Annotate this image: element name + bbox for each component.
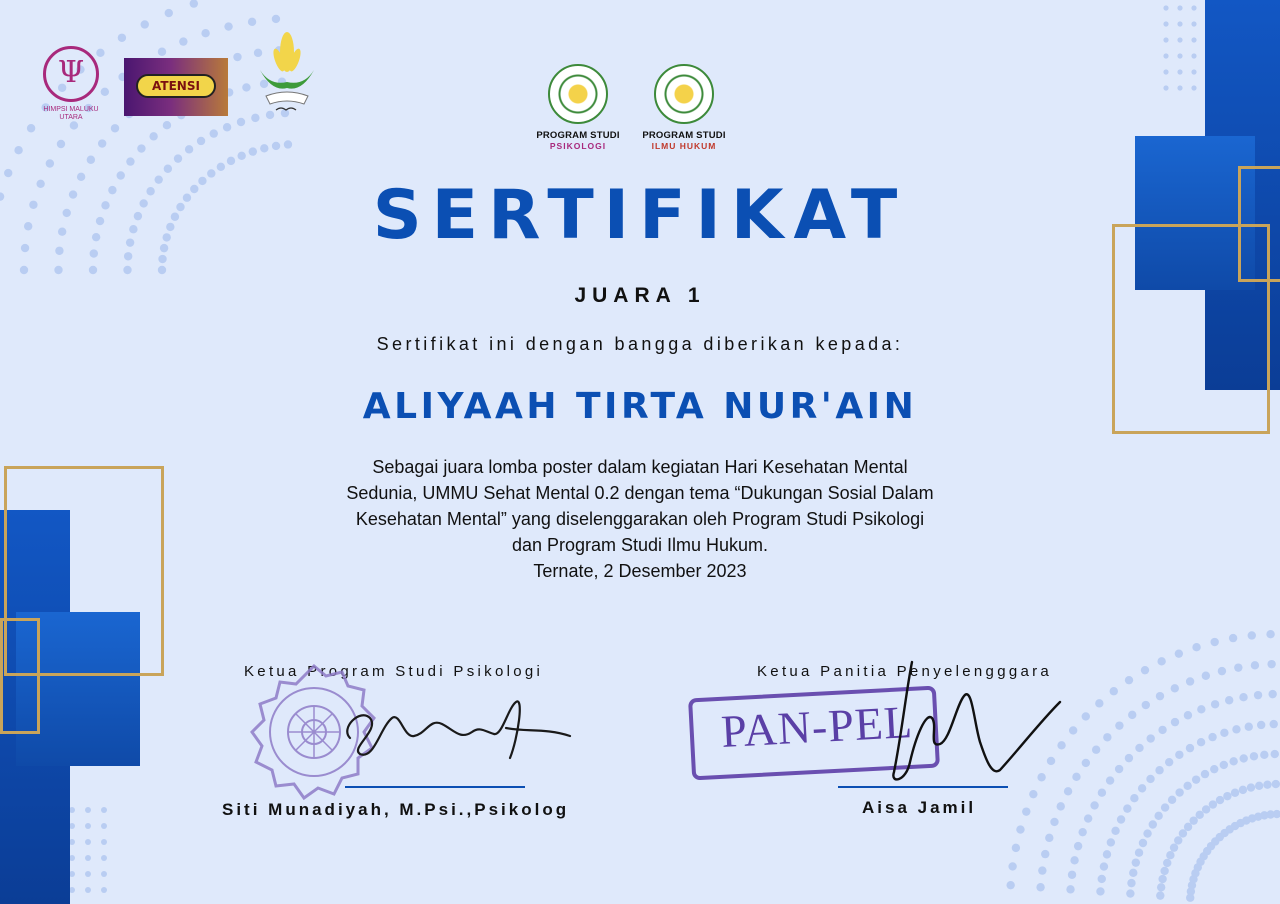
signature-left-scribble bbox=[330, 688, 590, 768]
himpsi-label: HIMPSI MALUKU UTARA bbox=[43, 106, 99, 121]
signature-right-name: Aisa Jamil bbox=[862, 798, 977, 817]
logo-rice-leaf-icon bbox=[252, 30, 322, 116]
decor-gold-frame-left-small bbox=[0, 618, 40, 734]
logo-prodi-psikologi bbox=[528, 64, 628, 151]
atensi-label: ATENSI bbox=[136, 74, 216, 98]
description-line: Sebagai juara lomba poster dalam kegiatan Hari Kesehatan Mental bbox=[372, 457, 908, 477]
place-date: Ternate, 2 Desember 2023 bbox=[533, 561, 747, 581]
recipient-name: ALIYAAH TIRTA NUR'AIN bbox=[362, 386, 918, 427]
signature-left-role: Ketua Program Studi Psikologi bbox=[244, 663, 544, 680]
prodi-psikologi-line1: PROGRAM STUDI bbox=[536, 130, 620, 141]
panpel-stamp-text: PAN-PEL bbox=[719, 696, 915, 757]
prodi-psikologi-line2: PSIKOLOGI bbox=[549, 141, 607, 151]
description-line: Sedunia, UMMU Sehat Mental 0.2 dengan tema “Dukungan Sosial Dalam bbox=[346, 483, 934, 503]
certificate-title: SERTIFIKAT bbox=[372, 176, 908, 255]
certificate-given-to: Sertifikat ini dengan bangga diberikan kepada: bbox=[376, 334, 904, 354]
himpsi-emblem-icon bbox=[43, 46, 99, 102]
prodi-hukum-line2: ILMU HUKUM bbox=[651, 141, 717, 151]
signature-left-line bbox=[345, 786, 525, 788]
logo-himpsi bbox=[40, 46, 102, 122]
prodi-hukum-line1: PROGRAM STUDI bbox=[642, 130, 726, 141]
dot-pattern-top-right bbox=[1160, 0, 1210, 100]
certificate-description bbox=[240, 454, 1040, 584]
logo-atensi bbox=[124, 58, 228, 116]
signature-right-scribble bbox=[880, 652, 1070, 788]
description-line: Kesehatan Mental” yang diselenggarakan oleh Program Studi Psikologi bbox=[355, 509, 925, 529]
description-line: dan Program Studi Ilmu Hukum. bbox=[511, 535, 769, 555]
signature-right-role: Ketua Panitia Penyelengggara bbox=[757, 663, 1053, 680]
certificate-rank: JUARA 1 bbox=[574, 284, 706, 307]
logo-prodi-hukum bbox=[634, 64, 734, 151]
university-seal-icon bbox=[654, 64, 714, 124]
university-seal-icon bbox=[548, 64, 608, 124]
signature-right-line bbox=[838, 786, 1008, 788]
signature-left-name: Siti Munadiyah, M.Psi.,Psikolog bbox=[222, 800, 570, 819]
